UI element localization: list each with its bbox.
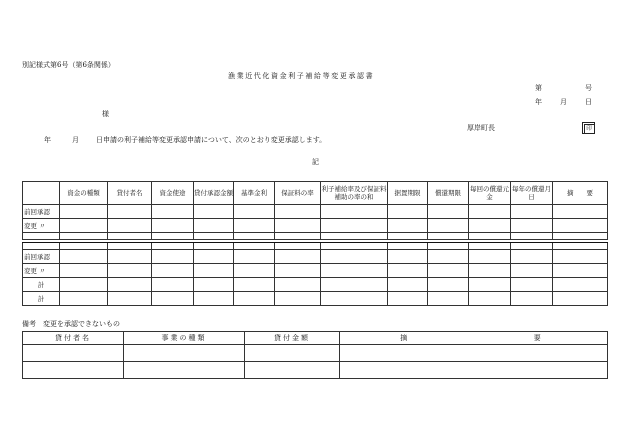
form-label: 別記様式第6号（第6条関係）	[22, 61, 115, 69]
date-month: 月	[560, 98, 567, 106]
header-cell: 保証料の率	[275, 182, 321, 205]
row-label: 計	[23, 292, 60, 306]
row-label: 前回承認	[23, 250, 60, 264]
table-row	[23, 205, 608, 219]
table-row	[23, 243, 608, 250]
row-label: 計	[23, 278, 60, 292]
table-row	[23, 264, 608, 278]
body-text: 日申請の利子補給等変更承認申請について、次のとおり変更承認します。	[96, 136, 327, 144]
table-row	[23, 233, 608, 240]
remarks-label: 備考 変更を承認できないもの	[22, 320, 120, 328]
table-row	[23, 362, 608, 379]
header-cell: 貸付承認金額	[194, 182, 234, 205]
row-label: 変更 〃	[23, 264, 60, 278]
table-header-row	[23, 182, 608, 205]
header-cell: 基準金利	[234, 182, 275, 205]
row-label	[23, 233, 60, 240]
ki-heading: 記	[312, 158, 319, 166]
number-suffix: 号	[585, 84, 592, 92]
row-label: 前回承認	[23, 205, 60, 219]
header-cell: 事業の種類	[124, 332, 245, 345]
table-row	[23, 278, 608, 292]
document-title: 漁業近代化資金利子補給等変更承認書	[228, 72, 375, 80]
seal-label: 印	[584, 124, 595, 134]
issuer-name: 厚岸町長	[467, 124, 495, 132]
header-cell: 貸付者名	[23, 332, 124, 345]
header-cell: 資金の種類	[60, 182, 108, 205]
date-day: 日	[585, 98, 592, 106]
table-row	[23, 219, 608, 233]
body-month: 月	[72, 136, 79, 144]
header-cell: 償還期限	[428, 182, 469, 205]
header-cell: 貸付金額	[245, 332, 340, 345]
date-year: 年	[535, 98, 542, 106]
header-cell: 摘 要	[553, 182, 608, 205]
header-cell: 毎回の償還元金	[469, 182, 511, 205]
rejected-loans-table	[22, 331, 608, 379]
body-year: 年	[44, 136, 51, 144]
table-header-row	[23, 332, 608, 345]
header-cell: 要	[470, 332, 608, 345]
header-cell: 貸付者名	[108, 182, 152, 205]
table-row	[23, 292, 608, 306]
header-cell: 据置期限	[388, 182, 428, 205]
number-prefix: 第	[535, 84, 542, 92]
header-cell: 摘	[340, 332, 470, 345]
header-cell: 毎年の償還月日	[511, 182, 553, 205]
header-cell: 資金使途	[152, 182, 194, 205]
table-row	[23, 250, 608, 264]
loan-change-table	[22, 181, 608, 306]
table-row	[23, 345, 608, 362]
row-label: 変更 〃	[23, 219, 60, 233]
header-cell	[23, 182, 60, 205]
header-cell: 利子補給率及び保証料補助の率の和	[321, 182, 388, 205]
addressee: 様	[102, 110, 109, 118]
seal-stamp	[582, 122, 595, 134]
